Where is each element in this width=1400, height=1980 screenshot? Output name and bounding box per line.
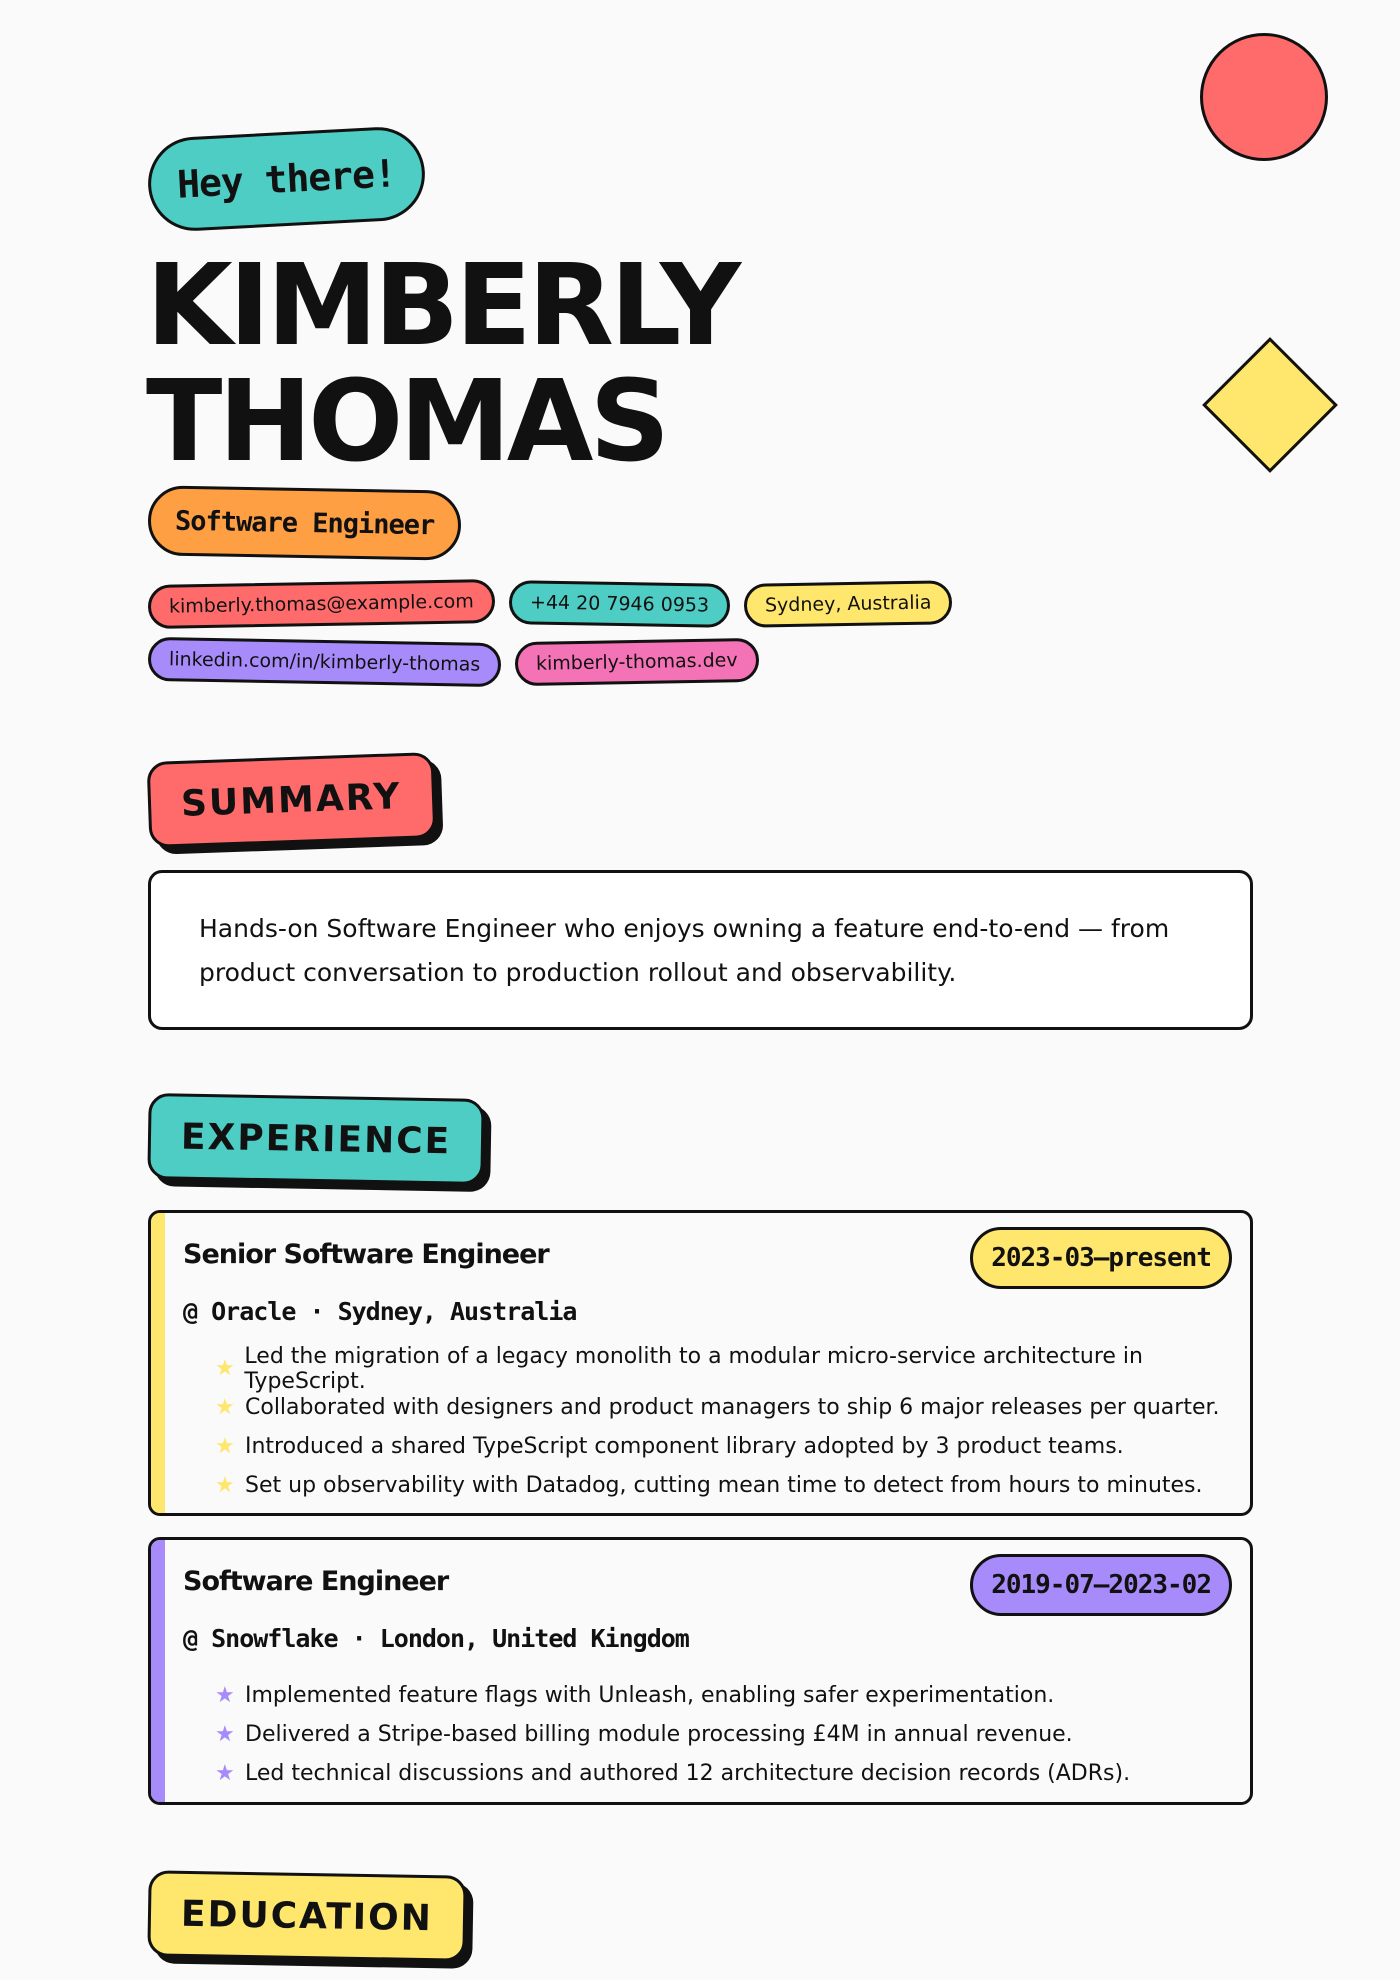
job-title: Senior Software Engineer — [183, 1239, 549, 1270]
job-company: @ Oracle · Sydney, Australia — [183, 1297, 577, 1326]
job-company: @ Snowflake · London, United Kingdom — [183, 1624, 689, 1653]
contact-chips — [148, 582, 1048, 698]
star-icon: ★ — [215, 1683, 235, 1708]
last-name: THOMAS — [146, 357, 667, 487]
role-badge — [147, 485, 462, 560]
email-chip[interactable]: kimberly.thomas@example.com — [148, 579, 495, 629]
job-dates-badge: 2023-03—present — [970, 1227, 1232, 1289]
bullet-text: Introduced a shared TypeScript component library adopted by 3 product teams. — [245, 1434, 1124, 1459]
first-name: KIMBERLY — [146, 241, 738, 371]
job-card — [148, 1537, 1253, 1805]
greeting-badge — [146, 125, 427, 233]
list-item — [215, 1466, 1250, 1505]
job-bullets — [215, 1676, 1130, 1793]
star-icon: ★ — [215, 1395, 235, 1420]
website-chip[interactable]: kimberly-thomas.dev — [515, 638, 759, 686]
star-icon: ★ — [215, 1761, 235, 1786]
bullet-text: Led the migration of a legacy monolith to a modular micro-service architecture in TypeScript. — [244, 1343, 1143, 1394]
list-item — [215, 1427, 1250, 1466]
list-item — [215, 1754, 1130, 1793]
bullet-text: Delivered a Stripe-based billing module processing £4M in annual revenue. — [245, 1722, 1073, 1747]
summary-card — [148, 870, 1253, 1030]
job-card — [148, 1210, 1253, 1516]
star-icon: ★ — [215, 1473, 235, 1498]
star-icon: ★ — [215, 1356, 235, 1381]
summary-heading — [147, 752, 436, 848]
education-heading — [147, 1870, 466, 1962]
role-text: Software Engineer — [174, 505, 435, 541]
star-icon: ★ — [215, 1722, 235, 1747]
list-item — [215, 1676, 1130, 1715]
summary-text: Hands-on Software Engineer who enjoys owning a feature end-to-end — from product conversation to production rollout and observability. — [199, 914, 1170, 987]
location-chip: Sydney, Australia — [744, 580, 953, 628]
greeting-text: Hey there! — [175, 151, 397, 207]
bullet-text: Implemented feature flags with Unleash, enabling safer experimentation. — [245, 1683, 1055, 1708]
list-item — [215, 1715, 1130, 1754]
experience-heading — [147, 1093, 485, 1185]
full-name — [146, 241, 738, 487]
list-item — [215, 1343, 1250, 1394]
summary-heading-text: SUMMARY — [180, 775, 403, 825]
star-icon: ★ — [215, 1434, 235, 1459]
phone-chip[interactable]: +44 20 7946 0953 — [508, 580, 730, 628]
education-heading-text: EDUCATION — [180, 1893, 434, 1939]
bullet-text: Collaborated with designers and product managers to ship 6 major releases per quarter. — [245, 1395, 1220, 1420]
job-accent-stripe — [151, 1213, 165, 1513]
decorative-diamond — [1202, 337, 1338, 473]
job-dates-badge: 2019-07—2023-02 — [970, 1554, 1232, 1616]
bullet-text: Led technical discussions and authored 12 architecture decision records (ADRs). — [245, 1761, 1131, 1786]
job-accent-stripe — [151, 1540, 165, 1802]
list-item — [215, 1388, 1250, 1427]
job-bullets — [215, 1343, 1250, 1505]
decorative-circle — [1200, 33, 1328, 161]
job-title: Software Engineer — [183, 1566, 449, 1597]
linkedin-chip[interactable]: linkedin.com/in/kimberly-thomas — [148, 637, 502, 687]
experience-heading-text: EXPERIENCE — [180, 1116, 452, 1162]
bullet-text: Set up observability with Datadog, cutting mean time to detect from hours to minutes. — [245, 1473, 1203, 1498]
